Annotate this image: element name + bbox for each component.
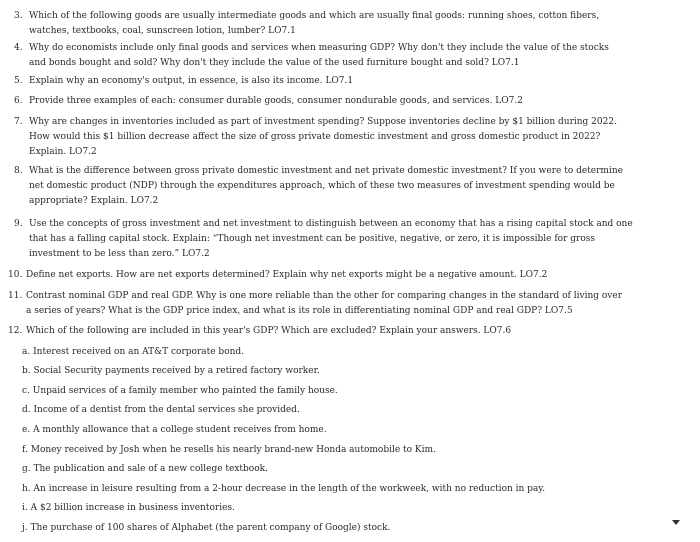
subitem-letter: e.	[22, 425, 31, 435]
question-text: Why are changes in inventories included as part of investment spending? Suppose inventories decline by $1 billion during 2022. How would this $1 billion decrease affect the size of gross private domestic investment and gross domestic product in 2022? Explain. LO7.2	[29, 117, 617, 157]
question-text: Use the concepts of gross investment and net investment to distinguish between an economy that has a rising capital stock and one that has a falling capital stock. Explain: “Though net investment can be positive, negative, or zero, it is impossible for gross investment to be less than zero.” LO7.2	[29, 219, 633, 259]
question-number: 7.	[14, 117, 23, 127]
subitem-text: A $2 billion increase in business inventories.	[30, 503, 235, 513]
subitem-text: Unpaid services of a family member who painted the family house.	[32, 386, 338, 396]
subitem-c	[22, 384, 338, 399]
subitem-i	[22, 501, 235, 516]
subitem-text: A monthly allowance that a college student receives from home.	[33, 425, 327, 435]
subitem-text: Money received by Josh when he resells his nearly brand-new Honda automobile to Kim.	[30, 445, 436, 455]
scroll-down-arrow-icon[interactable]	[672, 520, 680, 525]
subitem-text: Interest received on an AT&T corporate bond.	[33, 347, 245, 357]
subitem-letter: a.	[22, 347, 31, 357]
question-text: Which of the following goods are usually intermediate goods and which are usually final goods: running shoes, cotton fibers, watches, textbooks, coal, sunscreen lotion, lumber? LO7.1	[29, 11, 600, 36]
question-number: 9.	[14, 219, 23, 229]
question-text: Why do economists include only final goods and services when measuring GDP? Why don't they include the value of the stocks and bonds bought and sold? Why don't they include the value of the used furniture bought and sold? LO7.1	[29, 43, 609, 68]
question-12	[8, 324, 648, 339]
question-text: Contrast nominal GDP and real GDP. Why is one more reliable than the other for comparing changes in the standard of living over a series of years? What is the GDP price index, and what is its role in differentiating nominal GDP and real GDP? LO7.5	[26, 291, 622, 316]
subitem-letter: h.	[22, 484, 31, 494]
subitem-letter: g.	[22, 464, 31, 474]
question-10	[8, 268, 648, 283]
question-number: 10.	[8, 270, 23, 280]
question-8	[14, 164, 632, 209]
subitem-d	[22, 403, 300, 418]
question-3	[14, 9, 614, 39]
question-number: 6.	[14, 96, 23, 106]
question-number: 11.	[8, 291, 23, 301]
subitem-letter: c.	[22, 386, 30, 396]
question-text: Explain why an economy's output, in essence, is also its income. LO7.1	[29, 76, 354, 86]
question-11	[8, 289, 626, 319]
subitem-text: The publication and sale of a new college textbook.	[33, 464, 268, 474]
subitem-letter: d.	[22, 405, 31, 415]
subitem-letter: f.	[22, 445, 28, 455]
subitem-text: Income of a dentist from the dental services she provided.	[33, 405, 300, 415]
question-7	[14, 115, 626, 160]
subitem-b	[22, 364, 320, 379]
question-9	[14, 217, 644, 262]
subitem-h	[22, 482, 545, 497]
question-text: What is the difference between gross private domestic investment and net private domestic investment? If you were to determine net domestic product (NDP) through the expenditures approach, which of these two measures of investment spending would be appropriate? Explain. LO7.2	[29, 166, 623, 206]
question-number: 5.	[14, 76, 23, 86]
question-6	[14, 94, 654, 109]
question-4	[14, 41, 624, 71]
subitem-f	[22, 443, 436, 458]
subitem-g	[22, 462, 268, 477]
question-text: Which of the following are included in this year's GDP? Which are excluded? Explain your answers. LO7.6	[26, 326, 512, 336]
question-text: Define net exports. How are net exports determined? Explain why net exports might be a negative amount. LO7.2	[26, 270, 548, 280]
subitem-text: An increase in leisure resulting from a 2-hour decrease in the length of the workweek, with no reduction in pay.	[33, 484, 546, 494]
question-number: 8.	[14, 166, 23, 176]
question-number: 4.	[14, 43, 23, 53]
subitem-j	[22, 521, 390, 536]
subitem-text: The purchase of 100 shares of Alphabet (the parent company of Google) stock.	[30, 523, 391, 533]
subitem-letter: i.	[22, 503, 28, 513]
question-text: Provide three examples of each: consumer durable goods, consumer nondurable goods, and services. LO7.2	[29, 96, 523, 106]
subitem-letter: j.	[22, 523, 28, 533]
question-5	[14, 74, 654, 89]
subitem-e	[22, 423, 327, 438]
subitem-letter: b.	[22, 366, 31, 376]
subitem-a	[22, 345, 244, 360]
subitem-text: Social Security payments received by a retired factory worker.	[33, 366, 320, 376]
question-number: 3.	[14, 11, 23, 21]
question-number: 12.	[8, 326, 23, 336]
